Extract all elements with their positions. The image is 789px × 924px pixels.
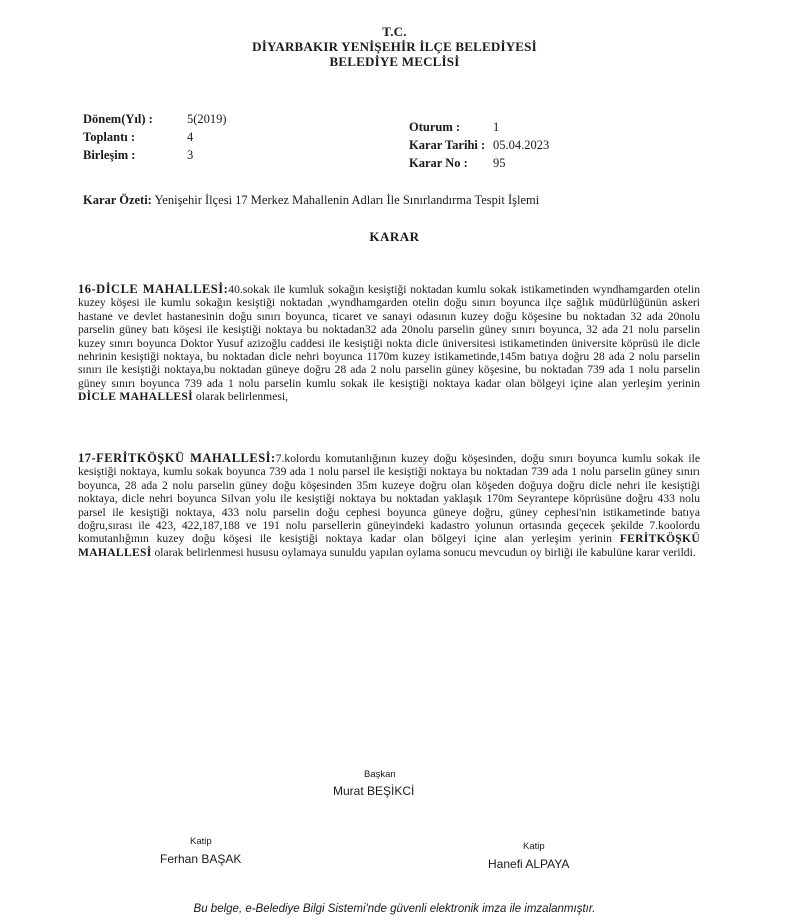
katip1-title: Katip <box>190 836 212 847</box>
baskan-name: Murat BEŞİKCİ <box>333 784 415 798</box>
dicle-name: DİCLE MAHALLESİ <box>78 390 193 404</box>
oturum-label: Oturum : <box>409 120 461 134</box>
donem-value: 5(2019) <box>187 112 227 126</box>
katip2-title: Katip <box>523 841 545 852</box>
toplanti-label: Toplantı : <box>83 130 135 144</box>
feritkosku-body: 7.kolordu komutanlığının kuzey doğu köşesinden, doğu sınırı boyunca kumlu sokak ile kesiştiği noktaya, kumlu sokak boyunca 739 ada 1 nolu parsel ile kesiştiği noktaya bu noktadan 739 ada 1 nolu parselin güney sınırı boyunca, 28 ada 2 nolu parselin güney doğu köşesinden 35m kuzeye doğru olan köşeden doğuya doğru dicle nehri ile kesiştiği noktaya, dicle nehri boyunca Silvan yolu ile kesiştiği noktaya bu noktadan yaklaşık 170m Seyrantepe köprüsüne doğru 433 nolu parsel ile kesiştiği noktaya, 433 nolu parselin doğu cephesi boyunca güneye doğru, güney cephesi'nin istikametinde batıya doğru,sırası ile 423, 422,187,188 ve 191 nolu parsellerin güneyindeki kadastro yolunun ortasında geçecek şekilde 7.koolordu komutanlığının kuzey doğu köşesi ile kesiştiği noktaya kadar olan bölgeyi içine alan yerleşim yerinin <box>78 452 700 546</box>
dicle-tail: olarak belirlenmesi, <box>195 390 288 404</box>
header-council: BELEDİYE MECLİSİ <box>329 54 460 69</box>
karar-no-value: 95 <box>493 156 506 170</box>
e-signature-footer: Bu belge, e-Belediye Bilgi Sistemi'nde güvenli elektronik imza ile imzalanmıştır. <box>193 903 596 915</box>
donem-label: Dönem(Yıl) : <box>83 112 153 126</box>
dicle-body: 40.sokak ile kumluk sokağın kesiştiği noktadan kumlu sokak istikametinden wyndhamgarden otelin kuzey köşesi ile kumlu sokağın kesiştiği noktadan ,wyndhamgarden otelin doğu sınırı boyunca ilçe sağlık müdürlüğünün askeri hastane ve devlet hastanesinin doğu sınırı boyunca, ticaret ve sanayi odasının kuzey doğu köşesine bu noktadan 32 ada 20nolu parselin güney batı köşesi ile kesiştiği noktaya bu noktadan32 ada 20nolu parselin güney sınırı boyunca, 32 ada 21 nolu parselin kuzey sınırı boyunca Doktor Yusuf azizoğlu caddesi ile kesiştiği nokta dicle üniversitesi istikametinden üniversite köprüsü ile dicle nehrinin kesiştiği noktaya, bu noktadan dicle nehri boyunca 1170m kuzey istikametinde,145m batıya doğru 28 ada 2 nolu parselin sınırı ile kesiştiği noktaya,bu noktadan güneye doğru 28 ada 2 nolu parselin güney köşesine, bu noktadan 739 ada 1 nolu parselin güney sınırı boyunca 739 ada 1 nolu parselin kumlu sokak ile kesiştiği noktaya kadar olan bölgeyi içine alan yerleşim yerinin <box>78 283 701 390</box>
karar-tarihi-label: Karar Tarihi : <box>409 138 486 152</box>
paragraph-feritkosku <box>78 452 700 559</box>
karar-no-label: Karar No : <box>409 156 468 170</box>
summary-text: Yenişehir İlçesi 17 Merkez Mahallenin Adları İle Sınırlandırma Tespit İşlemi <box>154 193 540 207</box>
karar-tarihi-value: 05.04.2023 <box>493 138 550 152</box>
feritkosku-heading: 17-FERİTKÖŞKÜ MAHALLESİ: <box>78 451 276 465</box>
feritkosku-tail: olarak belirlenmesi hususu oylamaya sunuldu yapılan oylama sonucu mevcudun oy birliği ile kabulüne karar verildi. <box>154 545 696 559</box>
baskan-title: Başkan <box>364 769 396 780</box>
birlesim-value: 3 <box>187 148 194 162</box>
summary-label: Karar Özeti: <box>83 193 152 207</box>
header-municipality: DİYARBAKIR YENİŞEHİR İLÇE BELEDİYESİ <box>252 39 537 54</box>
header-tc: T.C. <box>382 24 407 39</box>
paragraph-dicle <box>78 283 700 404</box>
dicle-heading: 16-DİCLE MAHALLESİ: <box>78 282 229 296</box>
feritkosku-name: FERİTKÖŞKÜ MAHALLESİ <box>78 532 701 559</box>
oturum-value: 1 <box>493 120 500 134</box>
katip1-name: Ferhan BAŞAK <box>160 852 242 866</box>
katip2-name: Hanefi ALPAYA <box>488 857 570 871</box>
toplanti-value: 4 <box>187 130 194 144</box>
birlesim-label: Birleşim : <box>83 148 136 162</box>
decision-summary <box>83 193 703 208</box>
karar-title: KARAR <box>369 229 420 244</box>
